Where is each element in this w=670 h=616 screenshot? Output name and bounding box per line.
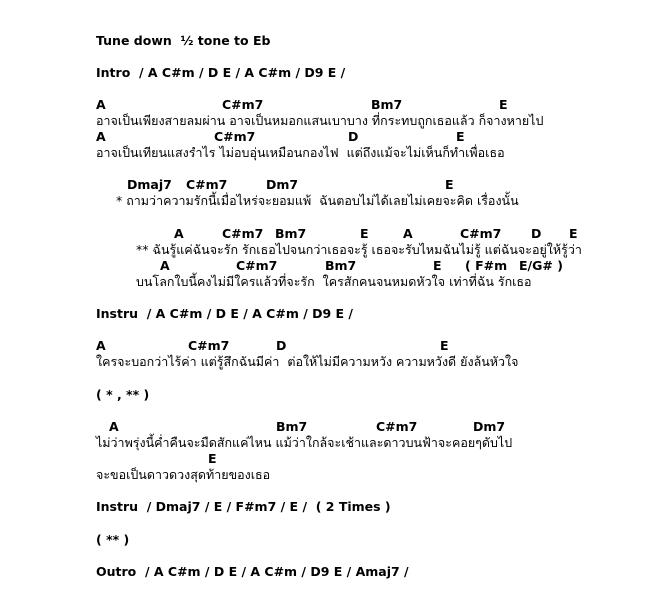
chord: D <box>348 129 359 144</box>
chord: A <box>403 226 413 241</box>
outro-line: Outro / A C#m / D E / A C#m / D9 E / Amaj7 / <box>96 564 409 579</box>
chord: E <box>433 258 442 273</box>
lyric-line: ** ฉันรู้แค่ฉันจะรัก รักเธอไปจนกว่าเธอจะรู้ เธอจะรับไหมฉันไม่รู้ แต่ฉันจะอยู่ให้รู้ว่า <box>136 242 582 257</box>
chord: Dm7 <box>266 177 299 192</box>
repeat-marker: ( * , ** ) <box>96 387 150 402</box>
chord-row <box>0 226 670 242</box>
chord: A <box>96 97 106 112</box>
lyric-line: อาจเป็นเพียงสายลมผ่าน อาจเป็นหมอกแสนเบาบาง ที่กระทบถูกเธอแล้ว ก็จางหายไป <box>96 113 544 128</box>
chord-row <box>0 338 670 354</box>
chord-row <box>0 129 670 145</box>
chord: Dm7 <box>473 419 506 434</box>
chord-row <box>0 258 670 274</box>
chord: C#m7 <box>222 97 264 112</box>
chord: A <box>109 419 119 434</box>
chord: E <box>440 338 449 353</box>
chord: A <box>96 338 106 353</box>
chord-row <box>0 97 670 113</box>
instru-line: Instru / Dmaj7 / E / F#m7 / E / ( 2 Times ) <box>96 499 391 514</box>
lyric-line: อาจเป็นเทียนแสงรำไร ไม่อบอุ่นเหมือนกองไฟ แต่ถึงแม้จะไม่เห็นก็ทำเพื่อเธอ <box>96 145 505 160</box>
lyric-line: ไม่ว่าพรุ่งนี้ค่ำคืนจะมืดสักแค่ไหน แม้ว่าใกล้จะเช้าและดาวบนฟ้าจะคอยๆดับไป <box>96 435 513 450</box>
chord: C#m7 <box>376 419 418 434</box>
chord: E <box>569 226 578 241</box>
chord: Bm7 <box>325 258 357 273</box>
chord: C#m7 <box>186 177 228 192</box>
tuning-note: Tune down ½ tone to Eb <box>96 33 271 48</box>
chord: Bm7 <box>275 226 307 241</box>
chord: E <box>499 97 508 112</box>
chord: E/G# ) <box>519 258 563 273</box>
chord: E <box>360 226 369 241</box>
chord: E <box>208 451 217 466</box>
chord-row <box>0 419 670 435</box>
chord: E <box>445 177 454 192</box>
lyric-line: จะขอเป็นดาวดวงสุดท้ายของเธอ <box>96 467 271 482</box>
chord: A <box>160 258 170 273</box>
chord: Dmaj7 <box>127 177 172 192</box>
chord: E <box>456 129 465 144</box>
chord: ( F#m <box>465 258 508 273</box>
instru-line: Instru / A C#m / D E / A C#m / D9 E / <box>96 306 354 321</box>
chord: C#m7 <box>236 258 278 273</box>
lyric-line: * ถามว่าความรักนี้เมื่อไหร่จะยอมแพ้ ฉันตอบไม่ได้เลยไม่เคยจะคิด เรื่องนั้น <box>116 193 519 208</box>
chord: A <box>96 129 106 144</box>
intro-line: Intro / A C#m / D E / A C#m / D9 E / <box>96 65 346 80</box>
chord: D <box>276 338 287 353</box>
lyric-line: ใครจะบอกว่าไร้ค่า แต่รู้สึกฉันมีค่า ต่อให้ไม่มีความหวัง ความหวังดี ยังล้นหัวใจ <box>96 354 519 369</box>
chord: A <box>174 226 184 241</box>
chord-row <box>0 451 670 467</box>
chord: C#m7 <box>188 338 230 353</box>
chord-row <box>0 177 670 193</box>
chord: Bm7 <box>371 97 403 112</box>
chord: C#m7 <box>214 129 256 144</box>
chord: D <box>531 226 542 241</box>
repeat-marker: ( ** ) <box>96 532 130 547</box>
chord: Bm7 <box>276 419 308 434</box>
chord: C#m7 <box>222 226 264 241</box>
chord: C#m7 <box>460 226 502 241</box>
lyric-line: บนโลกใบนี้คงไม่มีใครแล้วที่จะรัก ใครสักคนจนหมดหัวใจ เท่าที่ฉัน รักเธอ <box>136 274 532 289</box>
